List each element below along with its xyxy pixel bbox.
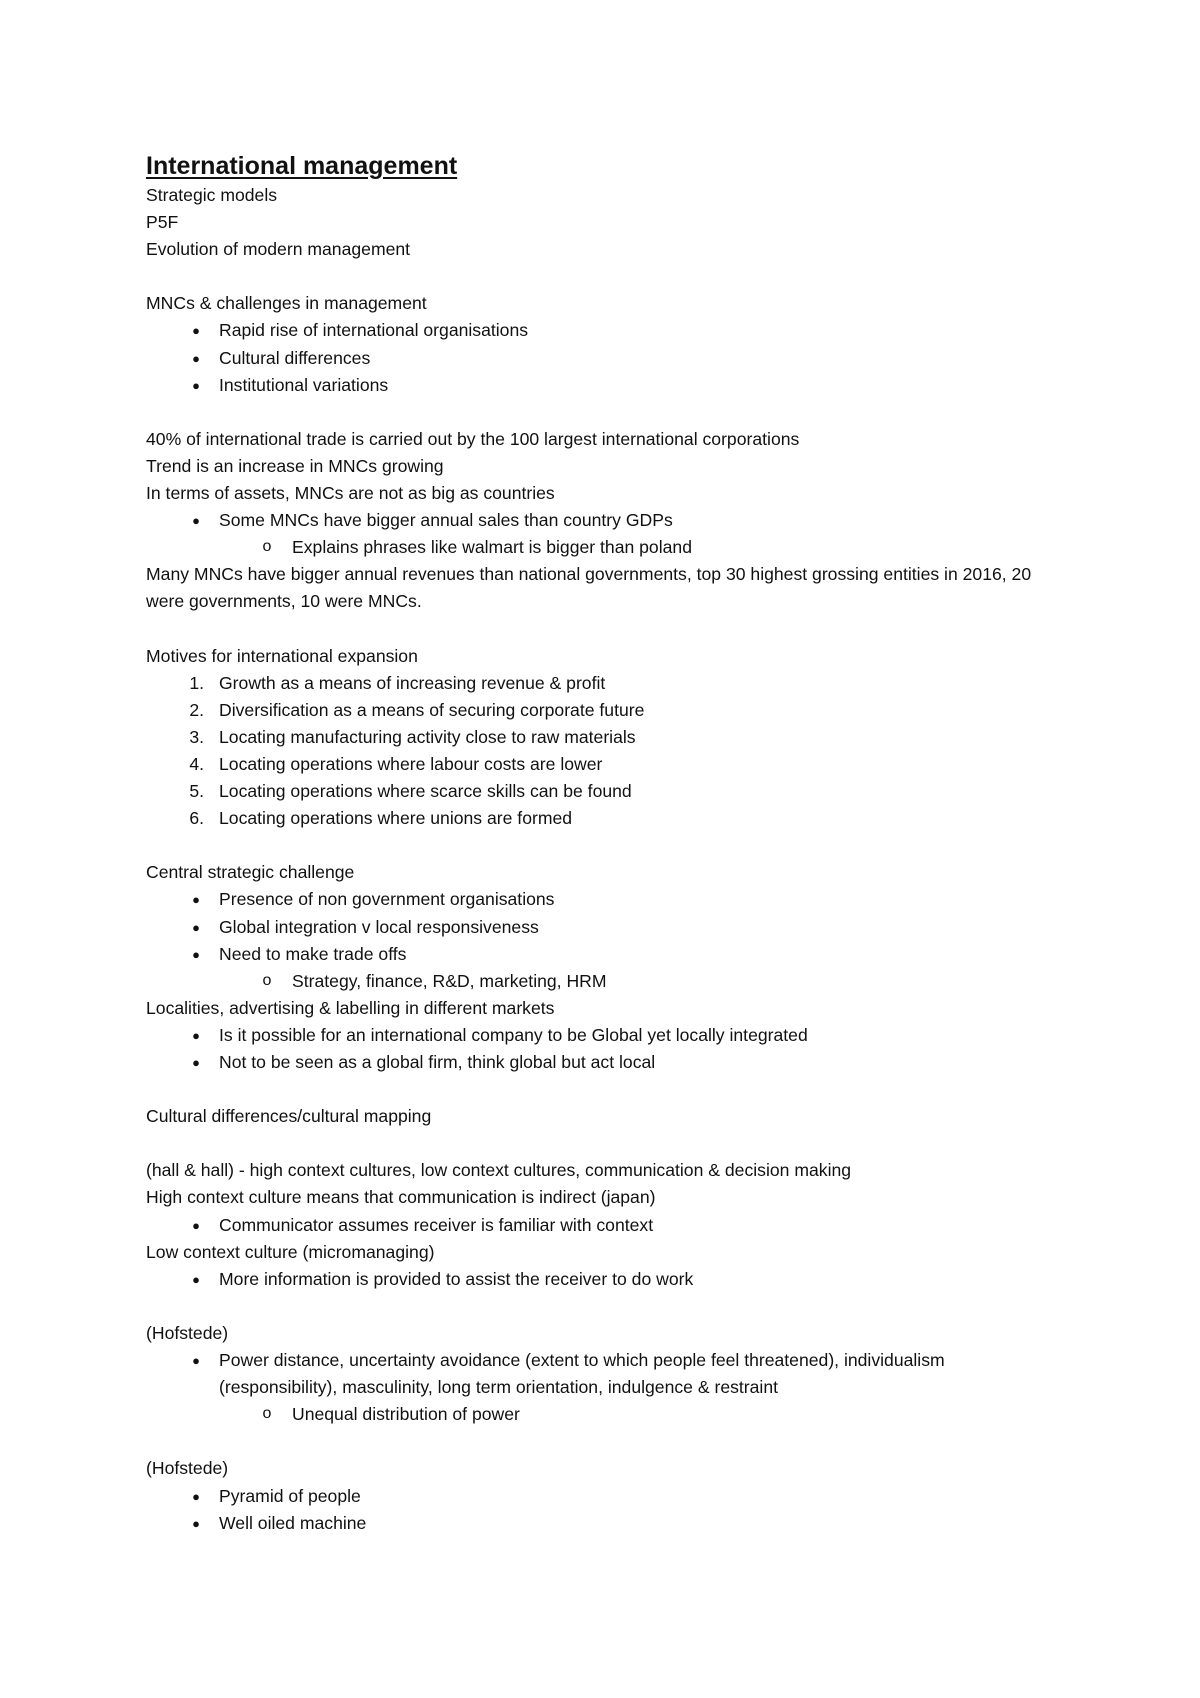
numbered-item: 2. Diversification as a means of securing corporate future: [146, 697, 1046, 724]
sub-list-item: o Explains phrases like walmart is bigger than poland: [146, 534, 1046, 561]
bullet-icon: ●: [192, 350, 200, 366]
item-number: 2.: [189, 699, 204, 720]
paragraph: Many MNCs have bigger annual revenues than national governments, top 30 highest grossing entities in 2016, 20 were governments, 10 were MNCs.: [146, 564, 1032, 612]
bullet-icon: ●: [192, 513, 200, 529]
bullet-icon: ●: [192, 1055, 200, 1070]
sub-list-item: o Unequal distribution of power: [146, 1401, 1046, 1428]
item-number: 6.: [189, 808, 204, 829]
spacer: [146, 1130, 1046, 1157]
list-item: ● Global integration v local responsiveness: [146, 914, 1046, 941]
intro-line: Strategic models: [146, 185, 278, 205]
item-number: 4.: [189, 753, 204, 774]
spacer: [146, 1428, 1046, 1455]
bullet-icon: ●: [192, 1027, 200, 1043]
section-heading-hofstede: (Hofstede): [146, 1322, 229, 1343]
list-item: ● Need to make trade offs: [146, 941, 1046, 968]
list-item: ● Power distance, uncertainty avoidance (extent to which people feel threatened), individualism (responsibility), masculinity, long term orientation, indulgence & restraint: [146, 1347, 979, 1401]
numbered-item: 3. Locating manufacturing activity close to raw materials: [146, 724, 1046, 751]
list-item: ● More information is provided to assist the receiver to do work: [146, 1266, 1046, 1293]
spacer: [146, 263, 1046, 290]
text-line: Localities, advertising & labelling in different markets: [146, 997, 555, 1018]
list-item: ● Is it possible for an international company to be Global yet locally integrated: [146, 1022, 1046, 1049]
numbered-item: 4. Locating operations where labour costs are lower: [146, 751, 1046, 778]
intro-line: Evolution of modern management: [146, 239, 411, 260]
text-line: 40% of international trade is carried out by the 100 largest international corporations: [146, 428, 800, 449]
bullet-icon: ●: [192, 1515, 200, 1531]
spacer: [146, 1293, 1046, 1320]
circle-bullet-icon: o: [262, 538, 272, 556]
list-item: ● Presence of non government organisations: [146, 886, 1046, 913]
list-item: ● Communicator assumes receiver is familiar with context: [146, 1212, 1046, 1239]
list-item: ● Institutional variations: [146, 372, 1046, 399]
bullet-icon: ●: [192, 1353, 200, 1369]
section-heading-hofstede: (Hofstede): [146, 1458, 229, 1479]
spacer: [146, 399, 1046, 426]
text-line: High context culture means that communication is indirect (japan): [146, 1187, 656, 1208]
text-line: (hall & hall) - high context cultures, low context cultures, communication & decision making: [146, 1160, 852, 1181]
page-title: International management: [146, 152, 458, 180]
list-item: ● Not to be seen as a global firm, think global but act local: [146, 1049, 1046, 1076]
text-line: Trend is an increase in MNCs growing: [146, 455, 444, 476]
text-line: Low context culture (micromanaging): [146, 1241, 435, 1262]
bullet-icon: ●: [192, 892, 200, 908]
spacer: [146, 616, 1046, 643]
item-number: 3.: [189, 726, 204, 747]
list-item: ● Some MNCs have bigger annual sales than country GDPs: [146, 507, 1046, 534]
spacer: [146, 832, 1046, 859]
section-heading-central: Central strategic challenge: [146, 862, 355, 883]
sub-list-item: o Strategy, finance, R&D, marketing, HRM: [146, 968, 1046, 995]
numbered-item: 5. Locating operations where scarce skills can be found: [146, 778, 1046, 805]
list-item: ● Rapid rise of international organisations: [146, 317, 1046, 344]
item-number: 5.: [189, 781, 204, 802]
document-body: [146, 150, 1046, 1537]
item-number: 1.: [189, 672, 204, 693]
bullet-icon: ●: [192, 1488, 200, 1504]
bullet-icon: ●: [192, 377, 200, 393]
list-item: ● Well oiled machine: [146, 1510, 1046, 1537]
list-item: ● Pyramid of people: [146, 1483, 1046, 1510]
circle-bullet-icon: o: [262, 1405, 272, 1423]
bullet-icon: ●: [192, 946, 200, 962]
spacer: [146, 1076, 1046, 1103]
text-line: In terms of assets, MNCs are not as big as countries: [146, 483, 555, 504]
section-heading-motives: Motives for international expansion: [146, 645, 418, 666]
numbered-item: 6. Locating operations where unions are formed: [146, 805, 1046, 832]
bullet-icon: ●: [192, 1217, 200, 1233]
circle-bullet-icon: o: [262, 971, 272, 989]
bullet-icon: ●: [192, 323, 200, 339]
intro-line: P5F: [146, 212, 179, 233]
section-heading-mncs: MNCs & challenges in management: [146, 293, 427, 314]
bullet-icon: ●: [192, 1271, 200, 1287]
section-heading-cultural: Cultural differences/cultural mapping: [146, 1106, 432, 1127]
bullet-icon: ●: [192, 919, 200, 935]
list-item: ● Cultural differences: [146, 345, 1046, 372]
numbered-item: 1. Growth as a means of increasing revenue & profit: [146, 670, 1046, 697]
